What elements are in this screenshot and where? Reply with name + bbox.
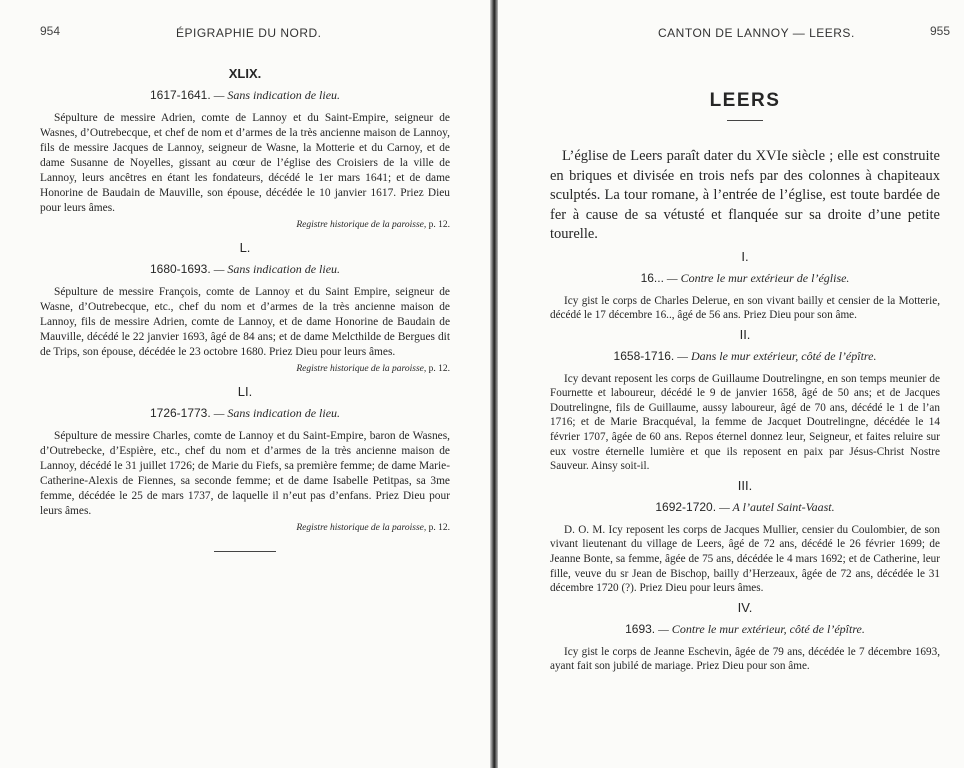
- entry-source: [40, 220, 450, 230]
- source-title: Registre historique de la paroisse,: [296, 220, 427, 230]
- title-rule: [727, 120, 763, 121]
- entry-place: — Contre le mur extérieur, côté de l’épître.: [658, 621, 865, 636]
- entry-heading: [550, 349, 940, 364]
- entry-source: [40, 523, 450, 533]
- section-end-rule: [214, 551, 276, 552]
- entry-text: Icy gist le corps de Jeanne Eschevin, âgée de 79 ans, décédée le 7 décembre 1693, ayant fait son jubilé de mariage. Priez Dieu pour son âme.: [550, 645, 940, 673]
- intro-text: L’église de Leers paraît dater du XVIe siècle ; elle est construite en briques et divisée en trois nefs par des colonnes à chapiteaux sculptés. La tour romane, à l’entrée de l’église, est toute bardée de fer à cause de sa vétusté et flanquée sur sa droite d’une petite tourelle.: [550, 148, 940, 242]
- entry-place: — A l’autel Saint-Vaast.: [719, 499, 835, 514]
- entry-heading: [40, 262, 450, 277]
- section-title: LEERS: [709, 90, 781, 111]
- entry-text: Sépulture de messire Charles, comte de Lannoy et du Saint-Empire, baron de Wasnes, d’Outrebecke, d’Espière, etc., chef du nom et d’armes de la très ancienne maison de Lannoy, décédé le 31 juillet 1726; de Marie du Fiefs, sa première femme; de dame Marie-Catherine-Alexis de Fiennes, sa seconde femme; et de dame Isabelle Petitpas, sa 3me femme, décédée le 25 de mars 1737, de laquelle il n’eut pas d’enfans. Priez Dieu pour leurs âmes.: [40, 430, 450, 517]
- entry-heading: [550, 622, 940, 637]
- entry-date: 1680-1693.: [149, 262, 211, 276]
- source-page: p. 12.: [428, 220, 450, 230]
- entry-date: 1693.: [625, 621, 656, 636]
- source-page: p. 12.: [428, 523, 450, 533]
- page-number: 955: [929, 24, 950, 38]
- entry-number: III.: [737, 477, 753, 493]
- entry-place: — Sans indication de lieu.: [213, 88, 341, 102]
- entry-date: 16...: [640, 270, 664, 285]
- source-title: Registre historique de la paroisse,: [296, 364, 427, 374]
- left-content: [40, 62, 450, 552]
- entry-number: LI.: [237, 384, 253, 399]
- running-head: ÉPIGRAPHIE DU NORD.: [176, 26, 322, 40]
- source-page: p. 12.: [428, 364, 450, 374]
- entry-number: XLIX.: [228, 66, 262, 81]
- right-page: [498, 0, 964, 768]
- entry-date: 1617-1641.: [149, 88, 211, 102]
- entry: [550, 327, 940, 474]
- source-title: Registre historique de la paroisse,: [296, 523, 427, 533]
- entry-text: Sépulture de messire Adrien, comte de Lannoy et du Saint-Empire, seigneur de Wasnes, d’Outrebecque, et chef de nom et d’armes de la très ancienne maison de Lannoy, fils de messire Jacques de Lannoy, seigneur de Wasne, la Motterie et du Carnoy, et de dame Susanne de Noyelles, gissant au cœur de l’église des Croisiers de la ville de Lannoy, leurs ancêtres en étant les fondateurs, décédé le 1er mars 1641; et de dame Honorine de Baudain de Mauville, son épouse, décédée le 10 janvier 1617. Priez Dieu pour leurs âmes.: [40, 112, 450, 214]
- entry-number: II.: [739, 326, 751, 342]
- entry-source: [40, 364, 450, 374]
- entry-number: L.: [239, 240, 251, 255]
- page-number: 954: [40, 24, 61, 38]
- entry: [550, 249, 940, 323]
- entry-heading: [40, 88, 450, 103]
- entry-heading: [40, 406, 450, 421]
- entry-number: IV.: [737, 599, 753, 615]
- entry-date: 1726-1773.: [149, 406, 211, 420]
- entry-heading: [550, 500, 940, 515]
- entry-place: — Sans indication de lieu.: [213, 262, 341, 276]
- entry-text: Icy gist le corps de Charles Delerue, en son vivant bailly et censier de la Motterie, décédé le 17 décembre 16.., âgé de 56 ans. Priez Dieu pour son âme.: [550, 294, 940, 322]
- entry-text: Sépulture de messire François, comte de Lannoy et du Saint Empire, seigneur de Wasne, d’Outrebecque, etc., chef du nom et d’armes de la très ancienne maison de Lannoy, fils de messire Adrien, comte de Lannoy, et de dame Honorine de Baudain de Mauville, décédé le 22 janvier 1693, âgé de 84 ans; et de dame Melcthilde de Bergues dit de Trips, son épouse, décédée le 23 octobre 1680. Priez Dieu pour leurs âmes.: [40, 286, 450, 358]
- entry-date: 1658-1716.: [613, 348, 675, 363]
- entry-text: Icy devant reposent les corps de Guillaume Doutrelingne, en son temps meunier de Fournette et laboureur, décédé le 9 de janvier 1658, âgé de 50 ans; et de Jacques Doutrelingne, fils de Guillaume, aussy laboureur, âgé de 70 ans, décédé le 1 de l’an 1716; et de Marie Bracquéval, la femme de Jacquet Doutrelingne, décédée le 14 février 1707, âgée de 60 ans. Repos éternel donnez leur, Seigneur, et faites reluire sur eux vostre éternelle lumière et que ils reposent en paix par Jésus-Christ Nostre Sauveur. Ainsy soit-il.: [550, 372, 940, 473]
- entry: [550, 478, 940, 596]
- entry-number: I.: [741, 248, 749, 264]
- right-content: [550, 88, 940, 674]
- entry-place: — Dans le mur extérieur, côté de l’épître.: [677, 348, 877, 363]
- entry-text: D. O. M. Icy reposent les corps de Jacques Mullier, censier du Coulombier, de son vivant lieutenant du village de Leers, âgé de 72 ans, décédé le 26 février 1699; de Jeanne Bonte, sa femme, âgée de 75 ans, décédée le 4 mars 1692; et de Catherine, leur fille, veuve du sr Jean de Bischop, bailly d’Herzeaux, âgée de 72 ans, décédée le 31 décembre 1720 (?). Priez Dieu pour leurs âmes.: [550, 523, 940, 595]
- running-head: CANTON DE LANNOY — LEERS.: [658, 26, 855, 40]
- entry: [550, 600, 940, 674]
- entry-place: — Contre le mur extérieur de l’église.: [666, 270, 850, 285]
- book-gutter: [490, 0, 498, 768]
- entry-date: 1692-1720.: [655, 499, 717, 514]
- entry-place: — Sans indication de lieu.: [213, 406, 341, 420]
- entry-heading: [550, 271, 940, 286]
